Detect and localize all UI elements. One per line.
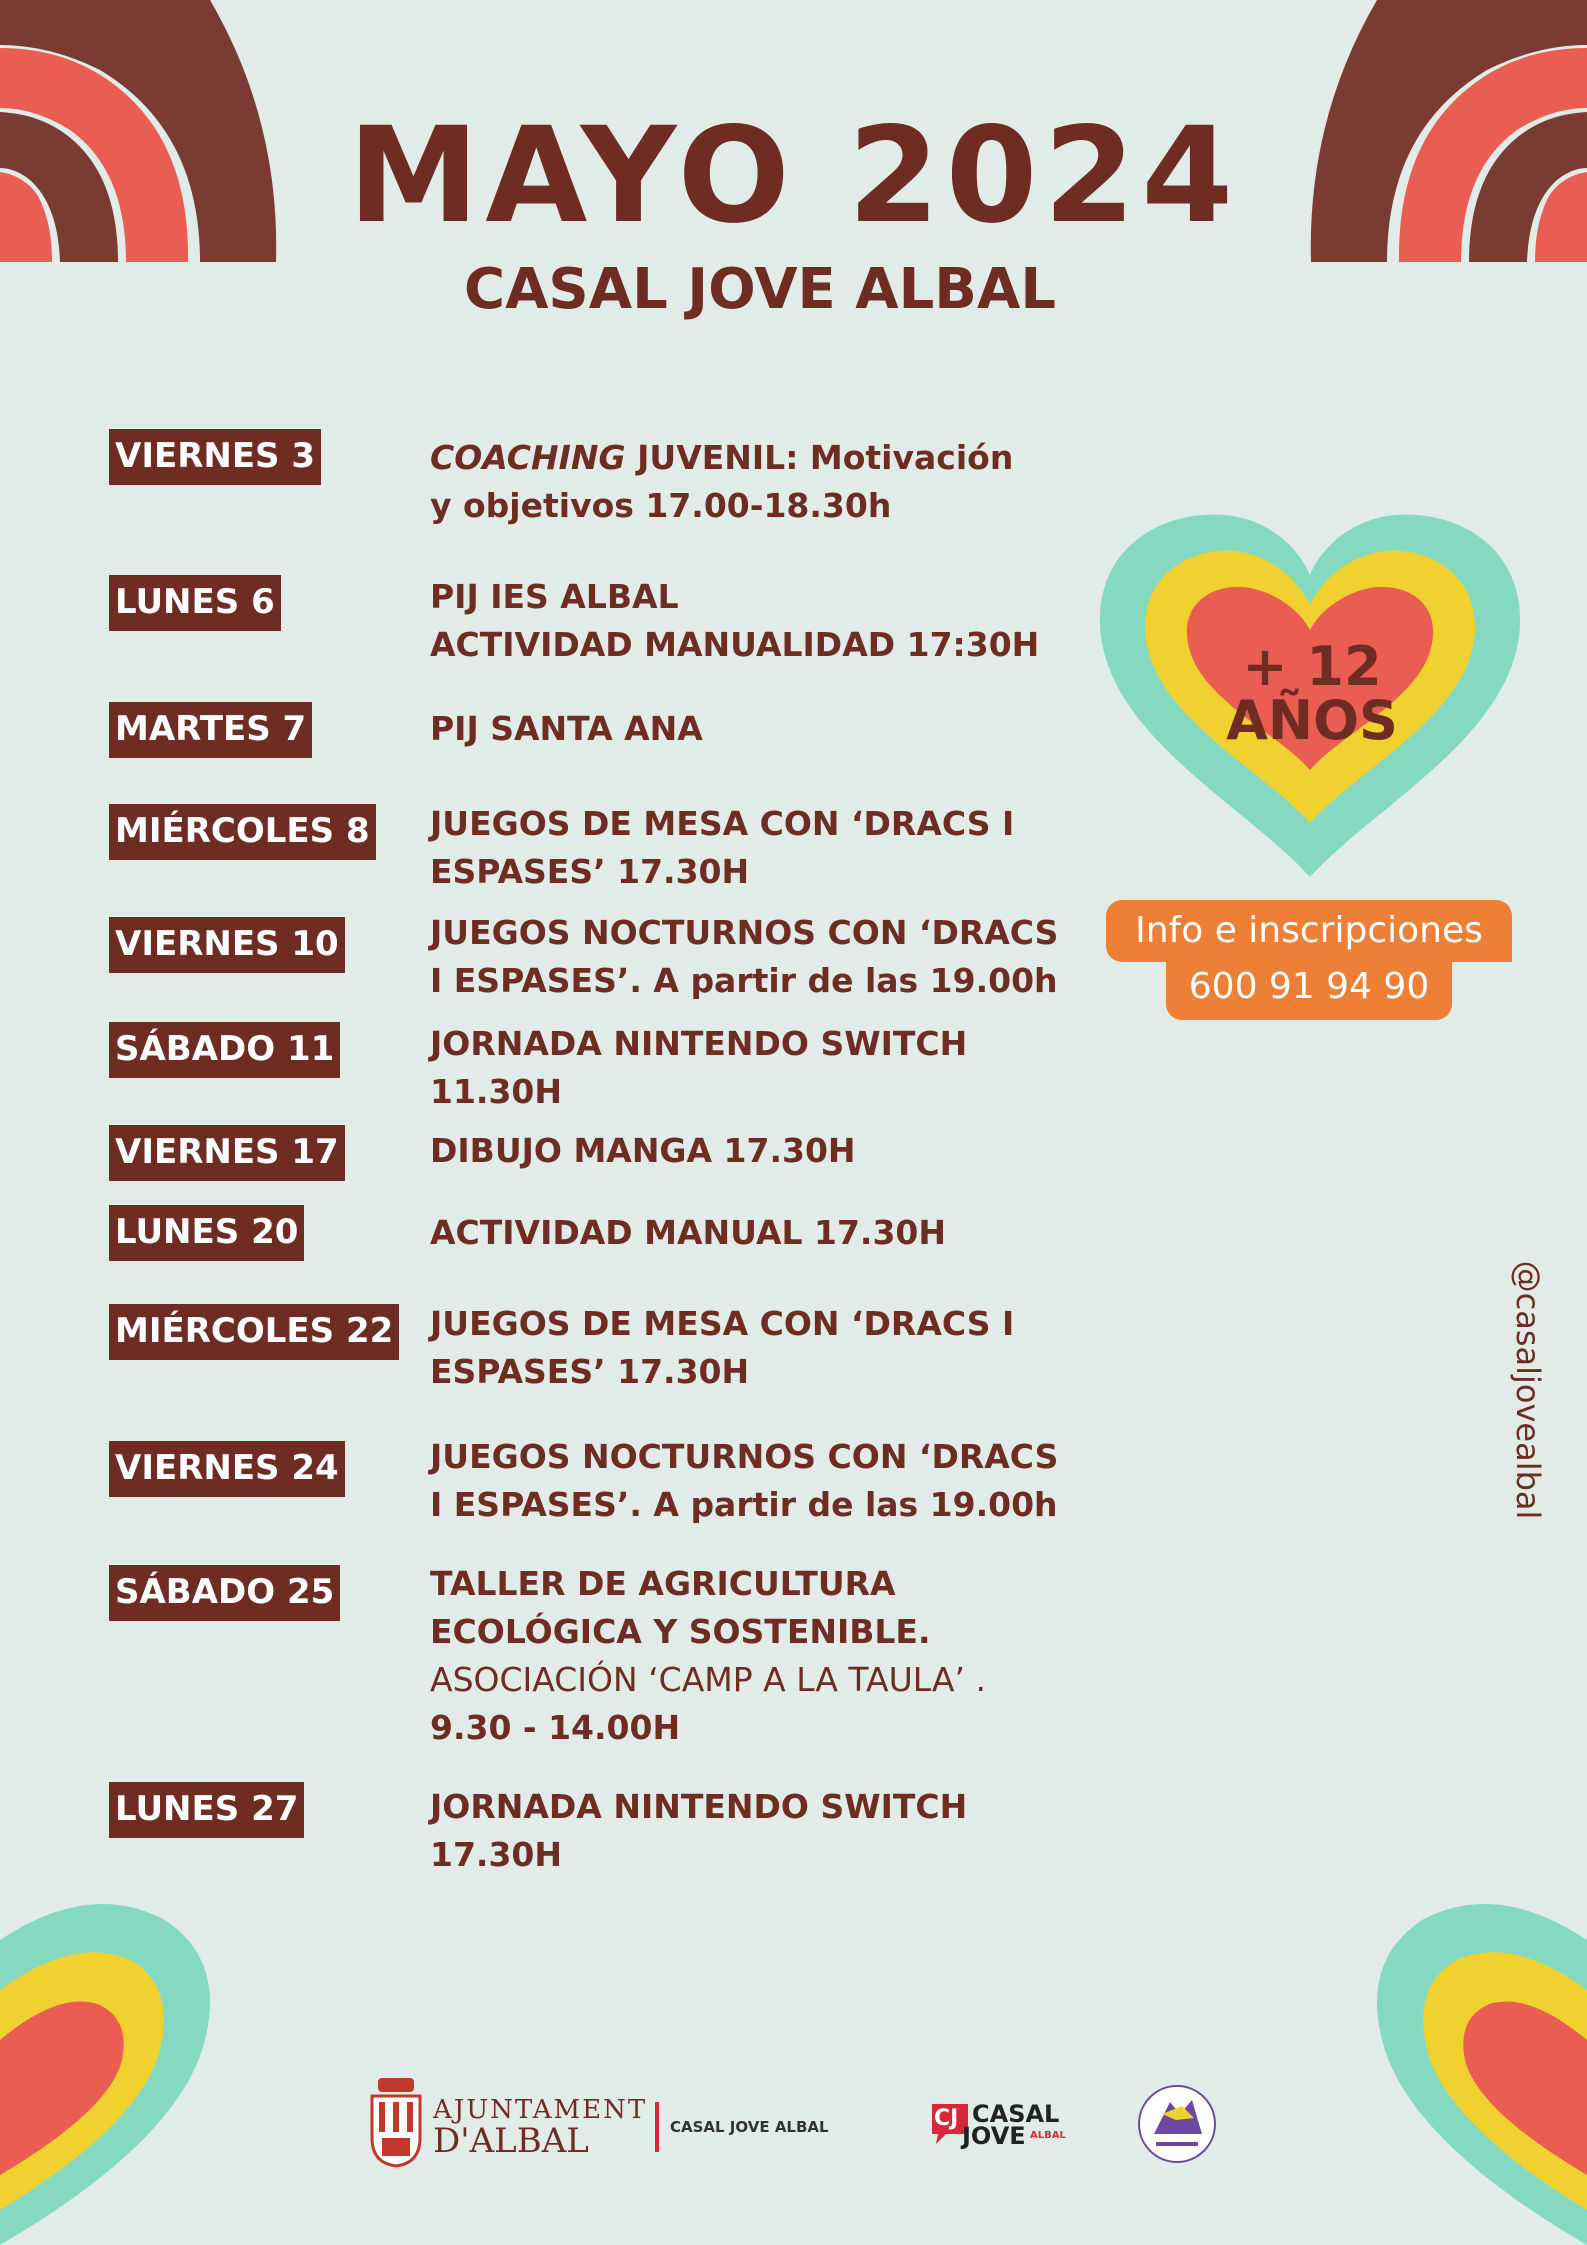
day-label-miercoles-22: MIÉRCOLES 22 <box>109 1304 399 1360</box>
casal-jove-logo-cj: CJ <box>934 2106 959 2131</box>
event-miercoles-22 <box>430 1300 1070 1396</box>
page-subtitle: CASAL JOVE ALBAL <box>463 257 1057 322</box>
ajuntament-line-2: D'ALBAL <box>433 2121 589 2161</box>
event-line: I ESPASES’. A partir de las 19.00h <box>430 961 1058 1000</box>
page-title: MAYO 2024 <box>347 99 1240 253</box>
event-line: ESPASES’ 17.30H <box>430 852 750 891</box>
event-viernes-3 <box>430 434 1070 530</box>
event-sabado-25 <box>430 1560 1070 1752</box>
casal-jove-logo-albal: ALBAL <box>1030 2130 1066 2141</box>
event-line: DIBUJO MANGA 17.30H <box>430 1131 856 1170</box>
rainbow-bottom-left-decoration <box>0 1880 215 2245</box>
event-martes-7 <box>430 705 1070 753</box>
event-viernes-10 <box>430 909 1070 1005</box>
event-line: JUEGOS NOCTURNOS CON ‘DRACS <box>430 913 1059 952</box>
event-miercoles-8 <box>430 800 1070 896</box>
dracs-i-espases-logo-icon <box>1136 2084 1218 2164</box>
event-line: PIJ SANTA ANA <box>430 709 703 748</box>
event-italic-word: COACHING <box>430 438 626 477</box>
event-line: JORNADA NINTENDO SWITCH <box>430 1024 968 1063</box>
event-lunes-6 <box>430 573 1070 669</box>
footer-casal-text: CASAL JOVE ALBAL <box>670 2118 829 2136</box>
event-line: JUEGOS DE MESA CON ‘DRACS I <box>430 804 1015 843</box>
age-label: + 12 AÑOS <box>1226 635 1398 752</box>
event-line: JORNADA NINTENDO SWITCH <box>430 1787 968 1826</box>
event-line: ACTIVIDAD MANUALIDAD 17:30H <box>430 625 1040 664</box>
event-viernes-17 <box>430 1127 1070 1175</box>
event-line: JUEGOS DE MESA CON ‘DRACS I <box>430 1304 1015 1343</box>
day-label-lunes-27: LUNES 27 <box>109 1782 304 1838</box>
event-line: ASOCIACIÓN ‘CAMP A LA TAULA’ . <box>430 1660 986 1699</box>
event-lunes-27 <box>430 1783 1070 1879</box>
event-viernes-24 <box>430 1433 1070 1529</box>
event-line: I ESPASES’. A partir de las 19.00h <box>430 1485 1058 1524</box>
casal-jove-logo-jove: JOVE <box>962 2122 1026 2150</box>
event-line: JUEGOS NOCTURNOS CON ‘DRACS <box>430 1437 1059 1476</box>
day-label-lunes-6: LUNES 6 <box>109 575 281 631</box>
ajuntament-line-1: AJUNTAMENT <box>433 2095 648 2125</box>
info-contact-box <box>1106 900 1512 1020</box>
event-line: ECOLÓGICA Y SOSTENIBLE. <box>430 1612 931 1651</box>
event-line: 11.30H <box>430 1072 562 1111</box>
event-lunes-20 <box>430 1209 1070 1257</box>
event-sabado-11 <box>430 1020 1070 1116</box>
event-line: TALLER DE AGRICULTURA <box>430 1564 896 1603</box>
event-line: 9.30 - 14.00H <box>430 1708 681 1747</box>
day-label-miercoles-8: MIÉRCOLES 8 <box>109 804 376 860</box>
day-label-martes-7: MARTES 7 <box>109 702 312 758</box>
event-line: 17.30H <box>430 1835 562 1874</box>
event-line: ACTIVIDAD MANUAL 17.30H <box>430 1213 947 1252</box>
info-label: Info e inscripciones <box>1106 900 1512 962</box>
day-label-sabado-11: SÁBADO 11 <box>109 1022 340 1078</box>
event-line: ESPASES’ 17.30H <box>430 1352 750 1391</box>
day-label-viernes-3: VIERNES 3 <box>109 429 321 485</box>
rainbow-bottom-right-decoration <box>1372 1880 1587 2245</box>
day-label-lunes-20: LUNES 20 <box>109 1205 304 1261</box>
social-handle <box>1508 1260 1548 1520</box>
day-label-viernes-10: VIERNES 10 <box>109 917 345 973</box>
footer-divider <box>655 2102 659 2152</box>
casal-jove-logo-casal: CASAL <box>972 2100 1060 2128</box>
day-label-viernes-24: VIERNES 24 <box>109 1441 345 1497</box>
phone-number: 600 91 94 90 <box>1166 958 1452 1020</box>
event-line: PIJ IES ALBAL <box>430 577 679 616</box>
day-label-sabado-25: SÁBADO 25 <box>109 1565 340 1621</box>
day-label-viernes-17: VIERNES 17 <box>109 1125 345 1181</box>
event-line: JUVENIL: Motivación <box>637 438 1014 477</box>
ajuntament-crest-icon <box>368 2078 424 2168</box>
social-handle-text: @casaljovealbal <box>1509 1260 1547 1520</box>
event-line: y objetivos 17.00-18.30h <box>430 486 892 525</box>
